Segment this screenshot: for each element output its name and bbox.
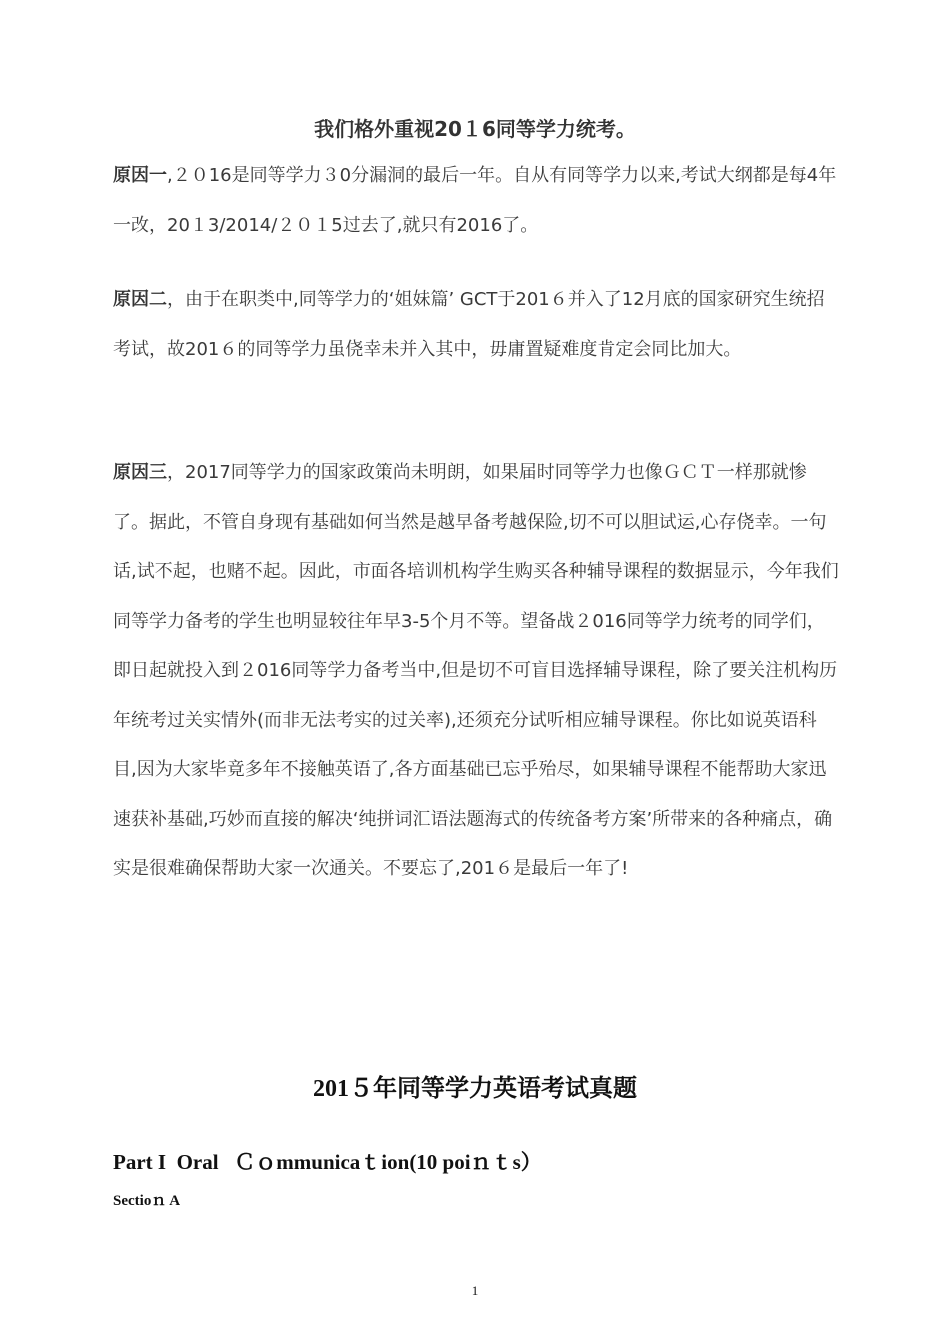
- part-heading: Part I Oral Ｃｏmmunicaｔion(10 poiｎｔs）: [113, 1150, 542, 1174]
- reason-one-label: 原因一: [113, 165, 167, 186]
- reason-three-paragraph: [113, 448, 839, 894]
- reason-three-text: ，2017同等学力的国家政策尚未明朗，如果届时同等学力也像ＧＣＴ一样那就惨了。据此，不管自身现有基础如何当然是越早备考越保险,切不可以胆试运,心存侥幸。一句话,试不起，也赌不起。因此，市面各培训机构学生购买各种辅导课程的数据显示，今年我们同等学力备考的学生也明显较往年早3-5个月不等。望备战２016同等学力统考的同学们，即日起就投入到２016同等学力备考当中,但是切不可盲目选择辅导课程，除了要关注机构历年统考过关实情外(而非无法考实的过关率),还须充分试听相应辅导课程。你比如说英语科目,因为大家毕竟多年不接触英语了,各方面基础已忘乎殆尽，如果辅导课程不能帮助大家迅速获补基础,巧妙而直接的解决‘纯拼词汇语法题海式的传统备考方案’所带来的各种痛点，确实是很难确保帮助大家一次通关。不要忘了,201６是最后一年了!: [113, 462, 839, 879]
- promo-heading: 我们格外重视20１6同等学力统考。: [314, 117, 636, 141]
- reason-two-paragraph: [113, 275, 839, 374]
- reason-three-label: 原因三: [113, 462, 167, 483]
- reason-two-label: 原因二: [113, 289, 167, 310]
- exam-title: 201５年同等学力英语考试真题: [313, 1076, 637, 1102]
- reason-two-text: ，由于在职类中,同等学力的‘姐妹篇’ GCT于201６并入了12月底的国家研究生统招考试，故201６的同等学力虽侥幸未并入其中，毋庸置疑难度肯定会同比加大。: [113, 289, 825, 360]
- reason-one-paragraph: [113, 151, 839, 250]
- page-number: 1: [471, 1283, 479, 1298]
- section-heading: Sectioｎ A: [113, 1193, 181, 1209]
- reason-one-text: ,２０16是同等学力３0分漏洞的最后一年。自从有同等学力以来,考试大纲都是每4年一改，20１3/2014/２０１5过去了,就只有2016了。: [113, 165, 837, 236]
